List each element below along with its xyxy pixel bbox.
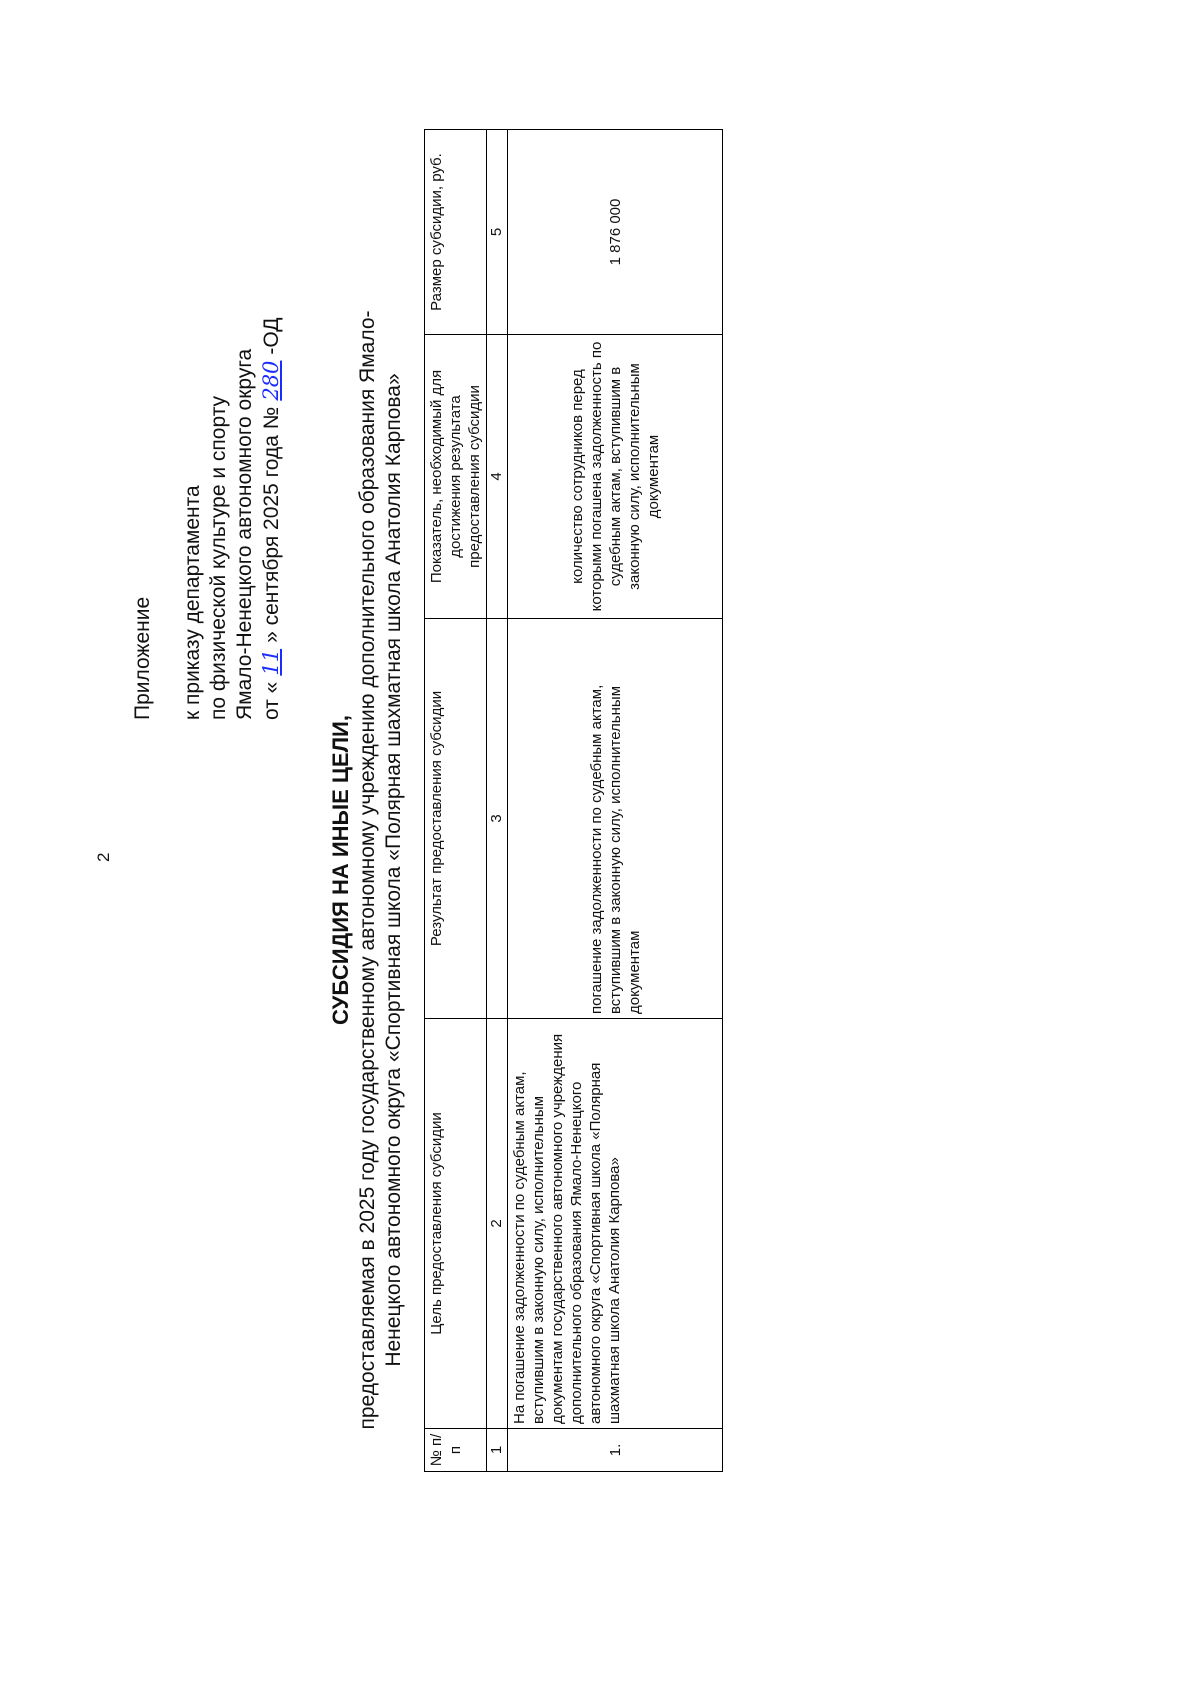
order-date-line [258, 317, 285, 720]
date-prefix: от « [260, 681, 283, 720]
order-line-2: по физической культуре и спорту [207, 395, 230, 720]
header-indicator: Показатель, необходимый для достижения результата предоставления субсидии [425, 335, 487, 619]
date-middle: » сентября 2025 года № [260, 406, 283, 643]
page-number: 2 [94, 852, 113, 862]
row-indicator: количество сотрудников перед которыми погашена задолженность по судебным актам, вступившим в законную силу, исполнительным документам [508, 335, 723, 619]
order-line-3: Ямало-Ненецкого автономного округа [233, 348, 256, 720]
header-result: Результат предоставления субсидии [425, 619, 487, 1019]
header-goal: Цель предоставления субсидии [425, 1019, 487, 1429]
column-number: 5 [487, 130, 508, 335]
order-line-1: к приказу департамента [181, 485, 204, 720]
table-row [508, 130, 723, 1472]
column-number-row [487, 130, 508, 1472]
row-result: погашение задолженности по судебным актам, вступившим в законную силу, исполнительным документам [508, 619, 723, 1019]
column-number: 3 [487, 619, 508, 1019]
column-number: 1 [487, 1429, 508, 1472]
subsidy-table [424, 129, 723, 1472]
column-number: 2 [487, 1019, 508, 1429]
order-reference [180, 317, 285, 720]
table-header-row [425, 130, 487, 1472]
document-subtitle: предоставляемая в 2025 году государственному автономному учреждению дополнительного образования Ямало-Ненецкого автономного округа «Спортивная школа «Полярная шахматная школа Анатолия Карпова» [356, 310, 405, 1430]
document-title: СУБСИДИЯ НА ИНЫЕ ЦЕЛИ, [328, 715, 353, 1025]
header-amount: Размер субсидии, руб. [425, 130, 487, 335]
rotated-page-content [130, 120, 1200, 1620]
handwritten-day: 11 [259, 648, 283, 676]
row-amount: 1 876 000 [508, 130, 723, 335]
handwritten-order-number: 280 [259, 360, 283, 401]
appendix-label: Приложение [131, 596, 154, 720]
header-num: № п/п [425, 1429, 487, 1472]
row-goal: На погашение задолженности по судебным актам, вступившим в законную силу, исполнительным документам государственного автономного учреждения дополнительного образования Ямало-Ненецкого автономного округа «Спортивная школа «Полярная шахматная школа Анатолия Карпова» [508, 1019, 723, 1429]
row-number: 1. [508, 1429, 723, 1472]
column-number: 4 [487, 335, 508, 619]
order-suffix: -ОД [260, 317, 283, 355]
